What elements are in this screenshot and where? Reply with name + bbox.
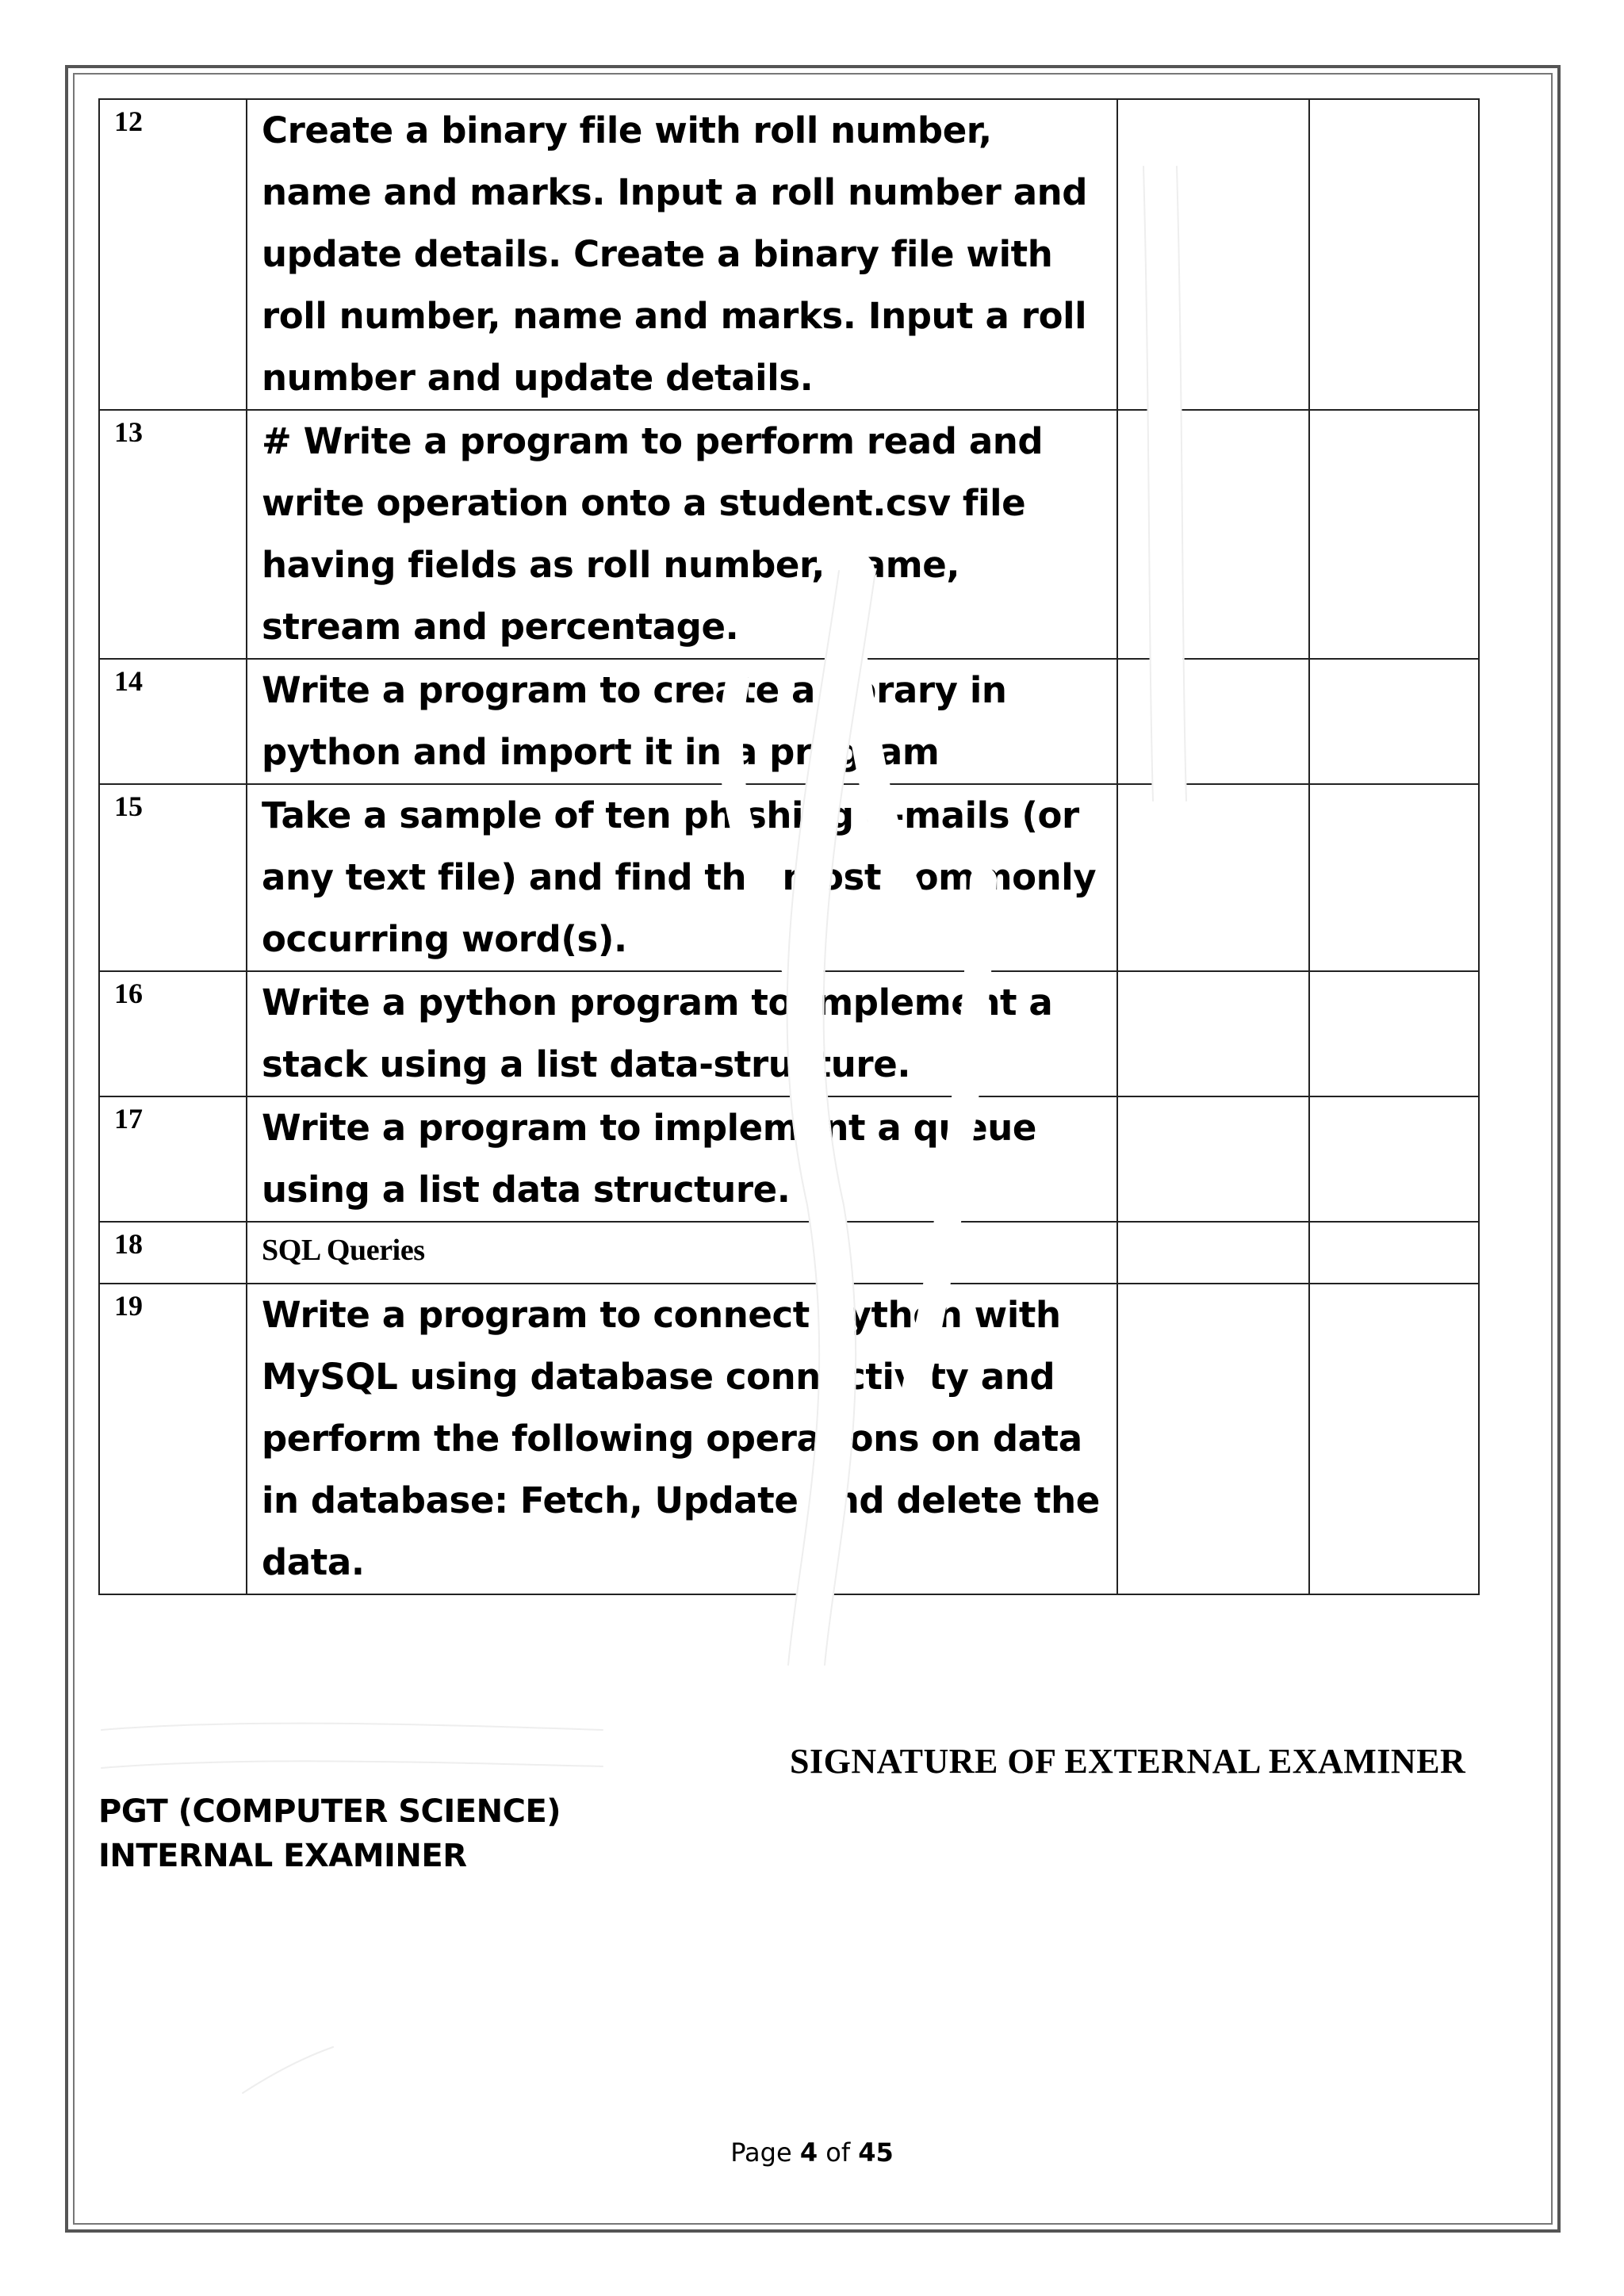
table-row (99, 784, 1479, 971)
row-number: 19 (99, 1284, 247, 1594)
row-number: 14 (99, 659, 247, 784)
internal-examiner-label: INTERNAL EXAMINER (98, 1838, 467, 1874)
page-current: 4 (799, 2137, 818, 2168)
sign-cell (1309, 410, 1479, 659)
row-description: # Write a program to perform read and write operation onto a student.csv file having fields as roll number, name, stream and percentage. (247, 410, 1117, 659)
row-number: 12 (99, 99, 247, 410)
internal-examiner-title: PGT (COMPUTER SCIENCE) (98, 1793, 561, 1830)
sign-cell (1309, 1096, 1479, 1222)
sign-cell (1309, 659, 1479, 784)
page-number (0, 2137, 1624, 2168)
row-description: Write a program to connect Python with MySQL using database connectivity and perform the following operations on data in database: Fetch, Update and delete the data. (247, 1284, 1117, 1594)
row-description: Create a binary file with roll number, name and marks. Input a roll number and update details. Create a binary file with roll number, name and marks. Input a roll number and update details. (247, 99, 1117, 410)
sign-cell (1309, 99, 1479, 410)
row-number: 13 (99, 410, 247, 659)
date-cell (1117, 410, 1309, 659)
date-cell (1117, 1222, 1309, 1284)
date-cell (1117, 784, 1309, 971)
row-description: Write a python program to implement a stack using a list data-structure. (247, 971, 1117, 1096)
row-number: 18 (99, 1222, 247, 1284)
table-row (99, 1222, 1479, 1284)
row-description: Take a sample of ten phishing e-mails (or any text file) and find the most commonly occurring word(s). (247, 784, 1117, 971)
page-prefix: Page (730, 2137, 792, 2168)
table-row (99, 99, 1479, 410)
external-examiner-signature-label: SIGNATURE OF EXTERNAL EXAMINER (790, 1742, 1466, 1781)
table-row (99, 659, 1479, 784)
date-cell (1117, 1096, 1309, 1222)
row-description: SQL Queries (247, 1222, 1117, 1284)
date-cell (1117, 971, 1309, 1096)
page-of: of (825, 2137, 851, 2168)
table-row (99, 1284, 1479, 1594)
table-row (99, 971, 1479, 1096)
page-total: 45 (858, 2137, 894, 2168)
table-row (99, 1096, 1479, 1222)
row-number: 15 (99, 784, 247, 971)
sign-cell (1309, 1222, 1479, 1284)
row-description: Write a program to implement a queue using a list data structure. (247, 1096, 1117, 1222)
table-row (99, 410, 1479, 659)
date-cell (1117, 99, 1309, 410)
date-cell (1117, 1284, 1309, 1594)
sign-cell (1309, 971, 1479, 1096)
sign-cell (1309, 784, 1479, 971)
practicals-table (98, 98, 1480, 1595)
row-number: 16 (99, 971, 247, 1096)
row-number: 17 (99, 1096, 247, 1222)
date-cell (1117, 659, 1309, 784)
row-description: Write a program to create a library in python and import it in a program (247, 659, 1117, 784)
sign-cell (1309, 1284, 1479, 1594)
